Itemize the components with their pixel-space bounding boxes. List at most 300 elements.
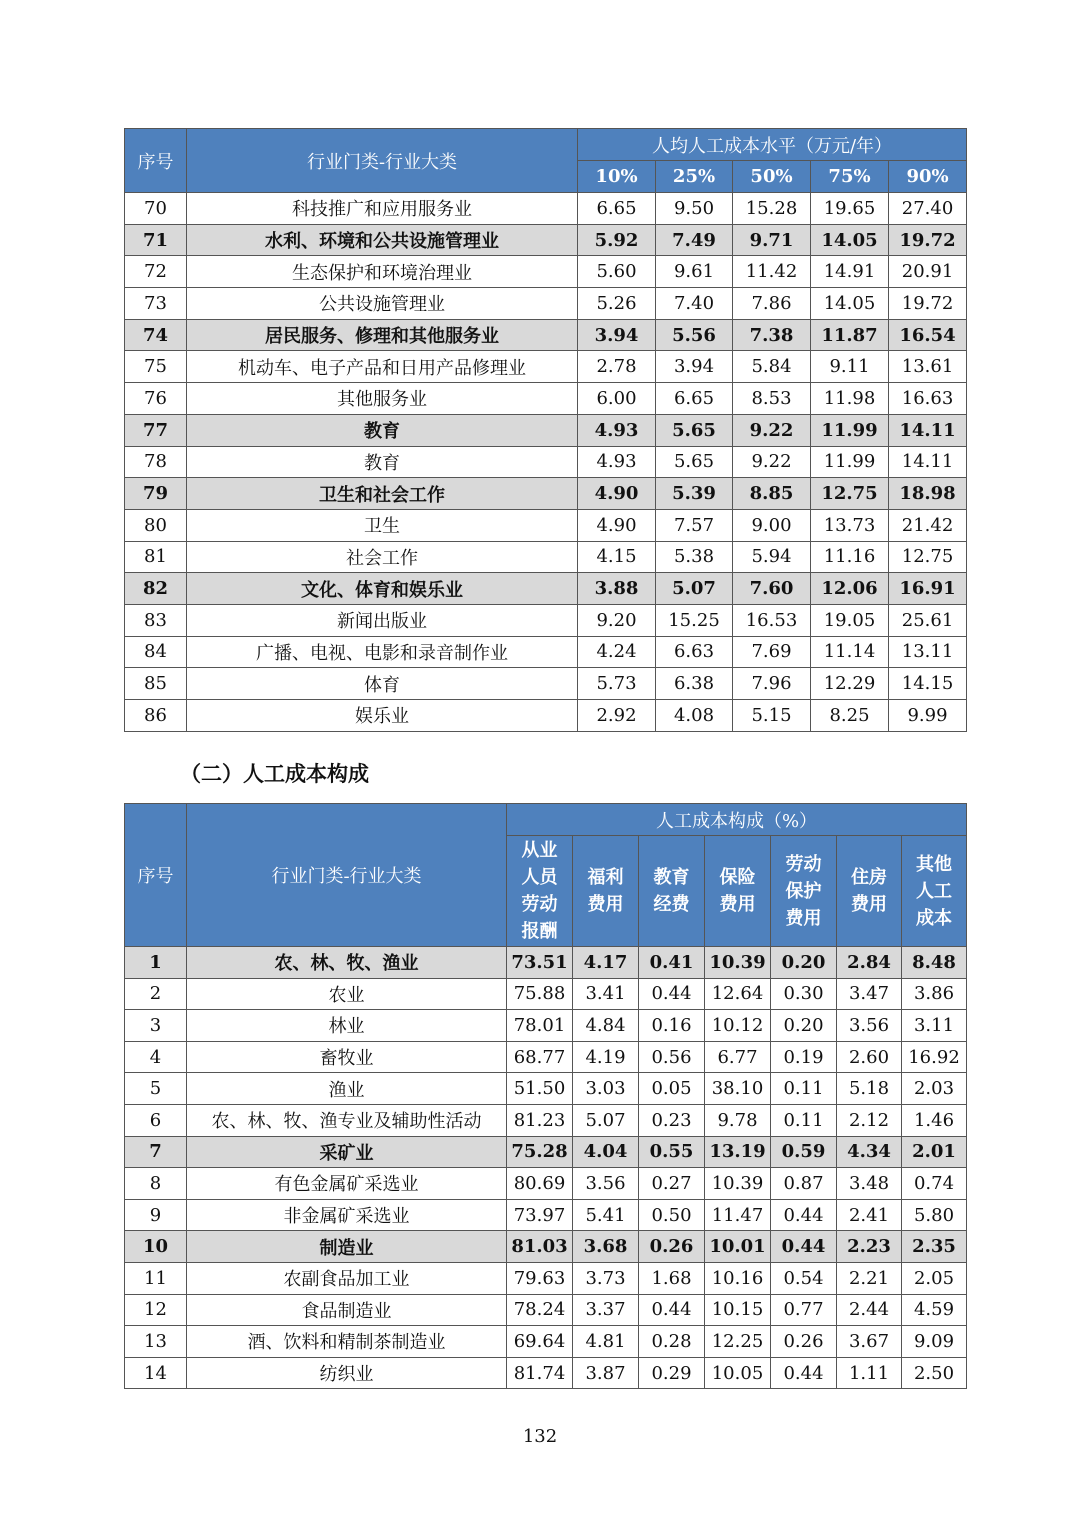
cell-value: 75.28: [507, 1136, 573, 1168]
cell-value: 9.00: [733, 509, 811, 541]
table-row: [125, 1136, 967, 1168]
cell-value: 3.87: [573, 1357, 639, 1389]
cell-value: 11.99: [811, 446, 889, 478]
cell-value: 0.05: [639, 1073, 705, 1105]
table-row: [125, 446, 967, 478]
cell-value: 11.47: [705, 1199, 771, 1231]
table-row: [125, 1231, 967, 1263]
cell-value: 7.96: [733, 668, 811, 700]
cell-seq: 9: [125, 1199, 187, 1231]
cell-value: 2.44: [837, 1294, 902, 1326]
cell-seq: 4: [125, 1041, 187, 1073]
cell-seq: 11: [125, 1262, 187, 1294]
cell-value: 0.26: [639, 1231, 705, 1263]
cell-value: 6.65: [656, 383, 733, 415]
cell-value: 2.60: [837, 1041, 902, 1073]
cell-value: 10.15: [705, 1294, 771, 1326]
table-body: [125, 947, 967, 1389]
col-header-line: 人工: [916, 880, 952, 902]
cell-value: 4.24: [578, 636, 656, 668]
cell-value: 13.19: [705, 1136, 771, 1168]
col-header-line: 保险: [719, 867, 756, 888]
cell-seq: 13: [125, 1326, 187, 1358]
cell-value: 16.53: [733, 604, 811, 636]
cell-value: 6.63: [656, 636, 733, 668]
cell-value: 5.41: [573, 1199, 639, 1231]
cell-industry: 教育: [187, 414, 578, 446]
cell-value: 0.44: [771, 1357, 837, 1389]
table-row: [125, 319, 967, 351]
cell-value: 51.50: [507, 1073, 573, 1105]
cell-industry: 制造业: [187, 1231, 507, 1263]
col-header-line: 福利: [587, 867, 624, 888]
cell-value: 78.01: [507, 1010, 573, 1042]
table-row: [125, 288, 967, 320]
col-header-line: 费用: [785, 907, 822, 929]
cell-industry: 体育: [187, 668, 578, 700]
cell-value: 3.03: [573, 1073, 639, 1105]
cell-industry: 文化、体育和娱乐业: [187, 573, 578, 605]
cell-seq: 14: [125, 1357, 187, 1389]
cell-value: 16.54: [889, 319, 967, 351]
cell-industry: 卫生和社会工作: [187, 478, 578, 510]
cell-value: 10.16: [705, 1262, 771, 1294]
cell-seq: 8: [125, 1168, 187, 1200]
col-header-p90: 90%: [889, 161, 967, 193]
cell-seq: 12: [125, 1294, 187, 1326]
cell-value: 2.78: [578, 351, 656, 383]
cell-industry: 农、林、牧、渔业: [187, 947, 507, 979]
cell-value: 2.92: [578, 700, 656, 732]
group-header-cost-composition: 人工成本构成（%）: [507, 804, 967, 836]
cell-value: 7.38: [733, 319, 811, 351]
cell-value: 9.20: [578, 604, 656, 636]
cell-value: 6.65: [578, 193, 656, 225]
cell-industry: 其他服务业: [187, 383, 578, 415]
cell-value: 7.86: [733, 288, 811, 320]
cell-value: 14.91: [811, 256, 889, 288]
cell-value: 8.25: [811, 700, 889, 732]
cell-seq: 72: [125, 256, 187, 288]
cell-seq: 3: [125, 1010, 187, 1042]
cell-value: 3.86: [902, 978, 967, 1010]
cell-value: 69.64: [507, 1326, 573, 1358]
cell-industry: 有色金属矿采选业: [187, 1168, 507, 1200]
cell-value: 3.94: [578, 319, 656, 351]
cell-value: 5.80: [902, 1199, 967, 1231]
col-header-line: 保护: [785, 880, 822, 902]
table-per-capita-labor-cost: [124, 128, 967, 732]
cell-value: 4.04: [573, 1136, 639, 1168]
table-row: [125, 1357, 967, 1389]
table-row: [125, 1010, 967, 1042]
cell-industry: 农业: [187, 978, 507, 1010]
cell-value: 9.22: [733, 446, 811, 478]
cell-value: 9.61: [656, 256, 733, 288]
cell-value: 27.40: [889, 193, 967, 225]
cell-industry: 机动车、电子产品和日用产品修理业: [187, 351, 578, 383]
cell-industry: 科技推广和应用服务业: [187, 193, 578, 225]
cell-value: 9.99: [889, 700, 967, 732]
cell-industry: 纺织业: [187, 1357, 507, 1389]
cell-value: 81.23: [507, 1104, 573, 1136]
cell-industry: 水利、环境和公共设施管理业: [187, 224, 578, 256]
table-row: [125, 1041, 967, 1073]
cell-value: 0.28: [639, 1326, 705, 1358]
cell-value: 3.47: [837, 978, 902, 1010]
cell-value: 10.12: [705, 1010, 771, 1042]
cell-value: 81.74: [507, 1357, 573, 1389]
table-row: [125, 193, 967, 225]
table-row: [125, 1262, 967, 1294]
cell-value: 2.01: [902, 1136, 967, 1168]
cell-value: 0.20: [771, 947, 837, 979]
cell-seq: 1: [125, 947, 187, 979]
table-row: [125, 978, 967, 1010]
cell-value: 5.39: [656, 478, 733, 510]
cell-value: 5.07: [656, 573, 733, 605]
table-row: [125, 668, 967, 700]
cell-seq: 6: [125, 1104, 187, 1136]
cell-value: 2.84: [837, 947, 902, 979]
cell-value: 12.29: [811, 668, 889, 700]
cell-value: 4.93: [578, 414, 656, 446]
cell-value: 21.42: [889, 509, 967, 541]
cell-value: 11.98: [811, 383, 889, 415]
cell-value: 7.57: [656, 509, 733, 541]
col-header-line: 费用: [587, 894, 624, 915]
cell-value: 4.81: [573, 1326, 639, 1358]
cell-value: 5.56: [656, 319, 733, 351]
cell-value: 3.68: [573, 1231, 639, 1263]
cell-seq: 85: [125, 668, 187, 700]
table-row: [125, 1073, 967, 1105]
cell-value: 5.73: [578, 668, 656, 700]
cell-value: 12.25: [705, 1326, 771, 1358]
cell-seq: 5: [125, 1073, 187, 1105]
cell-value: 12.75: [811, 478, 889, 510]
table-body: [125, 193, 967, 732]
cell-value: 5.65: [656, 414, 733, 446]
cell-value: 16.91: [889, 573, 967, 605]
cell-value: 5.38: [656, 541, 733, 573]
cell-value: 9.50: [656, 193, 733, 225]
cell-value: 18.98: [889, 478, 967, 510]
cell-seq: 73: [125, 288, 187, 320]
table-row: [125, 478, 967, 510]
table-row: [125, 1199, 967, 1231]
cell-seq: 75: [125, 351, 187, 383]
col-header-line: 劳动: [785, 853, 822, 875]
cell-value: 0.50: [639, 1199, 705, 1231]
col-header-component: [902, 836, 967, 947]
table-row: [125, 604, 967, 636]
cell-value: 19.72: [889, 288, 967, 320]
cell-industry: 居民服务、修理和其他服务业: [187, 319, 578, 351]
cell-industry: 生态保护和环境治理业: [187, 256, 578, 288]
cell-value: 73.97: [507, 1199, 573, 1231]
cell-value: 9.78: [705, 1104, 771, 1136]
cell-industry: 广播、电视、电影和录音制作业: [187, 636, 578, 668]
table-row: [125, 541, 967, 573]
cell-value: 10.01: [705, 1231, 771, 1263]
cell-seq: 2: [125, 978, 187, 1010]
cell-value: 2.50: [902, 1357, 967, 1389]
cell-value: 6.38: [656, 668, 733, 700]
col-header-line: 从业: [521, 840, 558, 861]
cell-value: 11.99: [811, 414, 889, 446]
cell-value: 4.08: [656, 700, 733, 732]
cell-value: 11.87: [811, 319, 889, 351]
section-title: （二）人工成本构成: [180, 762, 369, 786]
col-header-component: [837, 836, 902, 947]
table-row: [125, 1326, 967, 1358]
table-row: [125, 1104, 967, 1136]
table-row: [125, 383, 967, 415]
cell-value: 0.44: [639, 978, 705, 1010]
cell-value: 0.44: [771, 1199, 837, 1231]
table-row: [125, 700, 967, 732]
cell-value: 1.68: [639, 1262, 705, 1294]
cell-value: 10.39: [705, 947, 771, 979]
cell-value: 9.09: [902, 1326, 967, 1358]
col-header-line: 费用: [719, 894, 756, 915]
cell-value: 0.26: [771, 1326, 837, 1358]
cell-value: 5.07: [573, 1104, 639, 1136]
cell-seq: 70: [125, 193, 187, 225]
cell-value: 11.42: [733, 256, 811, 288]
cell-value: 15.25: [656, 604, 733, 636]
page-number: 132: [522, 1426, 558, 1447]
cell-seq: 74: [125, 319, 187, 351]
col-header-seq: 序号: [125, 804, 187, 947]
col-header-component: [507, 836, 573, 947]
cell-industry: 酒、饮料和精制茶制造业: [187, 1326, 507, 1358]
cell-value: 0.23: [639, 1104, 705, 1136]
cell-industry: 采矿业: [187, 1136, 507, 1168]
cell-industry: 林业: [187, 1010, 507, 1042]
table-row: [125, 573, 967, 605]
cell-seq: 82: [125, 573, 187, 605]
cell-value: 5.26: [578, 288, 656, 320]
col-header-line: 劳动: [521, 894, 558, 915]
cell-value: 3.94: [656, 351, 733, 383]
cell-industry: 卫生: [187, 509, 578, 541]
cell-value: 0.59: [771, 1136, 837, 1168]
cell-value: 3.88: [578, 573, 656, 605]
cell-value: 0.54: [771, 1262, 837, 1294]
cell-value: 14.05: [811, 288, 889, 320]
cell-seq: 81: [125, 541, 187, 573]
col-header-component: [705, 836, 771, 947]
cell-seq: 84: [125, 636, 187, 668]
cell-value: 5.60: [578, 256, 656, 288]
col-header-p50: 50%: [733, 161, 811, 193]
cell-seq: 7: [125, 1136, 187, 1168]
col-header-industry: 行业门类-行业大类: [187, 129, 578, 193]
cell-industry: 教育: [187, 446, 578, 478]
col-header-line: 住房: [851, 867, 887, 888]
cell-value: 11.14: [811, 636, 889, 668]
cell-value: 3.41: [573, 978, 639, 1010]
cell-value: 2.03: [902, 1073, 967, 1105]
cell-value: 78.24: [507, 1294, 573, 1326]
cell-seq: 83: [125, 604, 187, 636]
cell-industry: 新闻出版业: [187, 604, 578, 636]
cell-value: 7.40: [656, 288, 733, 320]
col-header-line: 成本: [916, 907, 952, 929]
cell-value: 2.05: [902, 1262, 967, 1294]
cell-seq: 71: [125, 224, 187, 256]
cell-value: 4.90: [578, 509, 656, 541]
cell-value: 16.63: [889, 383, 967, 415]
cell-value: 0.16: [639, 1010, 705, 1042]
cell-value: 10.39: [705, 1168, 771, 1200]
cell-value: 79.63: [507, 1262, 573, 1294]
cell-value: 4.34: [837, 1136, 902, 1168]
cell-value: 1.46: [902, 1104, 967, 1136]
cell-value: 0.41: [639, 947, 705, 979]
cell-value: 4.17: [573, 947, 639, 979]
cell-value: 0.56: [639, 1041, 705, 1073]
col-header-line: 报酬: [521, 921, 558, 942]
cell-seq: 78: [125, 446, 187, 478]
table-row: [125, 947, 967, 979]
cell-industry: 农、林、牧、渔专业及辅助性活动: [187, 1104, 507, 1136]
cell-value: 9.22: [733, 414, 811, 446]
cell-value: 75.88: [507, 978, 573, 1010]
cell-value: 0.19: [771, 1041, 837, 1073]
cell-value: 38.10: [705, 1073, 771, 1105]
cell-value: 0.27: [639, 1168, 705, 1200]
col-header-line: 人员: [521, 867, 558, 888]
cell-value: 0.55: [639, 1136, 705, 1168]
cell-value: 20.91: [889, 256, 967, 288]
table-labor-cost-composition: [124, 803, 967, 1389]
cell-value: 0.11: [771, 1073, 837, 1105]
cell-value: 4.15: [578, 541, 656, 573]
cell-value: 3.11: [902, 1010, 967, 1042]
cell-value: 0.29: [639, 1357, 705, 1389]
cell-industry: 畜牧业: [187, 1041, 507, 1073]
cell-seq: 77: [125, 414, 187, 446]
cell-value: 4.59: [902, 1294, 967, 1326]
cell-value: 12.64: [705, 978, 771, 1010]
cell-value: 6.77: [705, 1041, 771, 1073]
cell-value: 12.75: [889, 541, 967, 573]
cell-value: 5.15: [733, 700, 811, 732]
cell-value: 11.16: [811, 541, 889, 573]
col-header-line: 经费: [653, 894, 690, 915]
cell-value: 5.94: [733, 541, 811, 573]
cell-value: 14.15: [889, 668, 967, 700]
cell-value: 13.73: [811, 509, 889, 541]
cell-value: 2.21: [837, 1262, 902, 1294]
cell-value: 0.44: [639, 1294, 705, 1326]
table-row: [125, 414, 967, 446]
cell-value: 6.00: [578, 383, 656, 415]
col-header-line: 费用: [851, 894, 887, 915]
cell-value: 0.74: [902, 1168, 967, 1200]
col-header-component: [573, 836, 639, 947]
cell-seq: 10: [125, 1231, 187, 1263]
cell-value: 4.93: [578, 446, 656, 478]
cell-industry: 公共设施管理业: [187, 288, 578, 320]
cell-value: 14.11: [889, 414, 967, 446]
cell-value: 0.20: [771, 1010, 837, 1042]
cell-value: 3.73: [573, 1262, 639, 1294]
col-header-p75: 75%: [811, 161, 889, 193]
table-row: [125, 636, 967, 668]
cell-value: 3.48: [837, 1168, 902, 1200]
cell-value: 3.37: [573, 1294, 639, 1326]
cell-value: 7.49: [656, 224, 733, 256]
cell-value: 80.69: [507, 1168, 573, 1200]
cell-industry: 娱乐业: [187, 700, 578, 732]
cell-value: 81.03: [507, 1231, 573, 1263]
cell-value: 13.11: [889, 636, 967, 668]
cell-value: 14.05: [811, 224, 889, 256]
cell-value: 5.92: [578, 224, 656, 256]
cell-industry: 渔业: [187, 1073, 507, 1105]
cell-seq: 80: [125, 509, 187, 541]
col-header-p10: 10%: [578, 161, 656, 193]
cell-value: 0.44: [771, 1231, 837, 1263]
cell-value: 7.60: [733, 573, 811, 605]
cell-value: 16.92: [902, 1041, 967, 1073]
cell-value: 19.05: [811, 604, 889, 636]
cell-value: 19.72: [889, 224, 967, 256]
cell-value: 25.61: [889, 604, 967, 636]
cell-value: 2.35: [902, 1231, 967, 1263]
cell-value: 9.71: [733, 224, 811, 256]
cell-value: 2.23: [837, 1231, 902, 1263]
table-row: [125, 351, 967, 383]
cell-industry: 食品制造业: [187, 1294, 507, 1326]
col-header-line: 其他: [916, 853, 952, 875]
cell-value: 0.30: [771, 978, 837, 1010]
cell-value: 5.84: [733, 351, 811, 383]
cell-value: 8.53: [733, 383, 811, 415]
cell-seq: 86: [125, 700, 187, 732]
cell-value: 2.41: [837, 1199, 902, 1231]
cell-value: 0.87: [771, 1168, 837, 1200]
cell-value: 8.85: [733, 478, 811, 510]
table-row: [125, 509, 967, 541]
cell-value: 15.28: [733, 193, 811, 225]
table-row: [125, 1294, 967, 1326]
cell-industry: 非金属矿采选业: [187, 1199, 507, 1231]
cell-value: 73.51: [507, 947, 573, 979]
cell-value: 4.90: [578, 478, 656, 510]
cell-value: 4.84: [573, 1010, 639, 1042]
col-header-p25: 25%: [656, 161, 733, 193]
table-row: [125, 1168, 967, 1200]
cell-seq: 76: [125, 383, 187, 415]
cell-value: 5.65: [656, 446, 733, 478]
cell-industry: 社会工作: [187, 541, 578, 573]
cell-value: 13.61: [889, 351, 967, 383]
cell-value: 9.11: [811, 351, 889, 383]
col-header-industry: 行业门类-行业大类: [187, 804, 507, 947]
cell-industry: 农副食品加工业: [187, 1262, 507, 1294]
cell-value: 5.18: [837, 1073, 902, 1105]
cell-seq: 79: [125, 478, 187, 510]
cell-value: 3.67: [837, 1326, 902, 1358]
cell-value: 8.48: [902, 947, 967, 979]
cell-value: 4.19: [573, 1041, 639, 1073]
cell-value: 7.69: [733, 636, 811, 668]
